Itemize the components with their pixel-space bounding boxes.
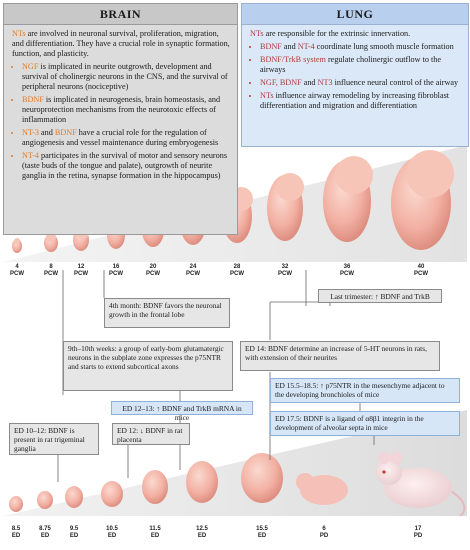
timeline-label-36pcw: 36 PCW bbox=[340, 264, 354, 277]
list-item: • BDNF is implicated in neurogenesis, brain homeostasis, and neuroprotection mechanisms from the neurotoxic effects of inflammation bbox=[22, 95, 231, 125]
timeline-label-28pcw: 28 PCW bbox=[230, 264, 244, 277]
lung-panel bbox=[241, 3, 469, 147]
list-item: • BDNF/TrkB system regulate cholinergic outflow to the airways bbox=[260, 55, 462, 75]
note-last-trimester: Last trimester: ↑ BDNF and TrkB bbox=[318, 289, 442, 303]
timeline-label-16pcw: 16 PCW bbox=[109, 264, 123, 277]
timeline-label-ed10-5: 10.5 ED bbox=[106, 526, 118, 539]
timeline-label-40pcw: 40 PCW bbox=[414, 264, 428, 277]
timeline-label-ed15-5: 15.5 ED bbox=[256, 526, 268, 539]
timeline-label-ed8-5: 8.5 ED bbox=[11, 526, 21, 539]
embryo-ed8-5 bbox=[9, 496, 23, 512]
timeline-label-ed9-5: 9.5 ED bbox=[69, 526, 79, 539]
embryo-ed10-5 bbox=[101, 481, 123, 507]
timeline-label-ed8-75: 8.75 ED bbox=[39, 526, 51, 539]
list-item: • NTs influence airway remodeling by increasing fibroblast differentiation and migration and differentiation bbox=[260, 91, 462, 111]
list-item: • BDNF and NT-4 coordinate lung smooth muscle formation bbox=[260, 42, 462, 52]
timeline-label-pd17: 17 PD bbox=[413, 526, 423, 539]
embryo-ed11-5 bbox=[142, 470, 168, 504]
list-item: • NGF is implicated in neurite outgrowth, development and survival of cholinergic neurons in the CNS, and the survival of peripheral neurons (nociceptive) bbox=[22, 62, 231, 92]
note-4th-month: 4th month: BDNF favors the neuronal growth in the frontal lobe bbox=[104, 298, 230, 328]
embryo-ed15-5 bbox=[241, 453, 283, 503]
lung-intro: NTs are responsible for the extrinsic innervation. bbox=[250, 29, 411, 38]
brain-intro: NTs are involved in neuronal survival, proliferation, migration, and differentiation. They have a crucial role in synaptic formation, function, and plasticity. bbox=[12, 29, 230, 58]
timeline-label-ed12-5: 12.5 ED bbox=[196, 526, 208, 539]
timeline-label-4pcw: 4 PCW bbox=[10, 264, 24, 277]
note-ed12-13: ED 12–13: ↑ BDNF and TrkB mRNA in mice bbox=[111, 401, 253, 415]
brain-panel bbox=[3, 3, 238, 235]
note-ed14: ED 14: BDNF determine an increase of 5-HT neurons in rats, with extension of their neurites bbox=[240, 341, 440, 371]
brain-panel-title: BRAIN bbox=[4, 4, 237, 25]
note-ed10-12: ED 10–12: BDNF is present in rat trigeminal ganglia bbox=[9, 423, 99, 455]
list-item: • NT-4 participates in the survival of motor and sensory neurons (taste buds of the tongue and palate), outgrowth of neurite ganglia in the retina, synapse formation in the hippocampus) bbox=[22, 151, 231, 181]
list-item: • NT-3 and BDNF have a crucial role for the regulation of angiogenesis and vessel maintenance during embryogenesis bbox=[22, 128, 231, 148]
lung-panel-title: LUNG bbox=[242, 4, 468, 25]
timeline-label-pd6: 6 PD bbox=[319, 526, 329, 539]
timeline-label-24pcw: 24 PCW bbox=[186, 264, 200, 277]
note-ed15-18: ED 15.5–18.5: ↑ p75NTR in the mesenchyme adjacent to the developing bronchioles of mice bbox=[270, 378, 460, 403]
note-9th-10th-weeks: 9th–10th weeks: a group of early-born glutamatergic neurons in the subplate zone expresses the p75NTR and starts to extend subcortical axons bbox=[63, 341, 233, 391]
note-ed12: ED 12: ↓ BDNF in rat placenta bbox=[112, 423, 190, 445]
lung-list bbox=[250, 42, 462, 111]
timeline-label-8pcw: 8 PCW bbox=[44, 264, 58, 277]
embryo-ed12-5 bbox=[186, 461, 218, 503]
embryo-ed9-5 bbox=[65, 486, 83, 508]
brain-list bbox=[12, 62, 231, 181]
timeline-label-20pcw: 20 PCW bbox=[146, 264, 160, 277]
list-item: • NGF, BDNF and NT3 influence neural control of the airway bbox=[260, 78, 462, 88]
timeline-label-12pcw: 12 PCW bbox=[74, 264, 88, 277]
embryo-ed8-75 bbox=[37, 491, 53, 509]
timeline-label-ed11-5: 11.5 ED bbox=[149, 526, 161, 539]
timeline-label-32pcw: 32 PCW bbox=[278, 264, 292, 277]
note-ed17: ED 17.5: BDNF is a ligand of α8β1 integrin in the development of alveolar septa in mice bbox=[270, 411, 460, 436]
